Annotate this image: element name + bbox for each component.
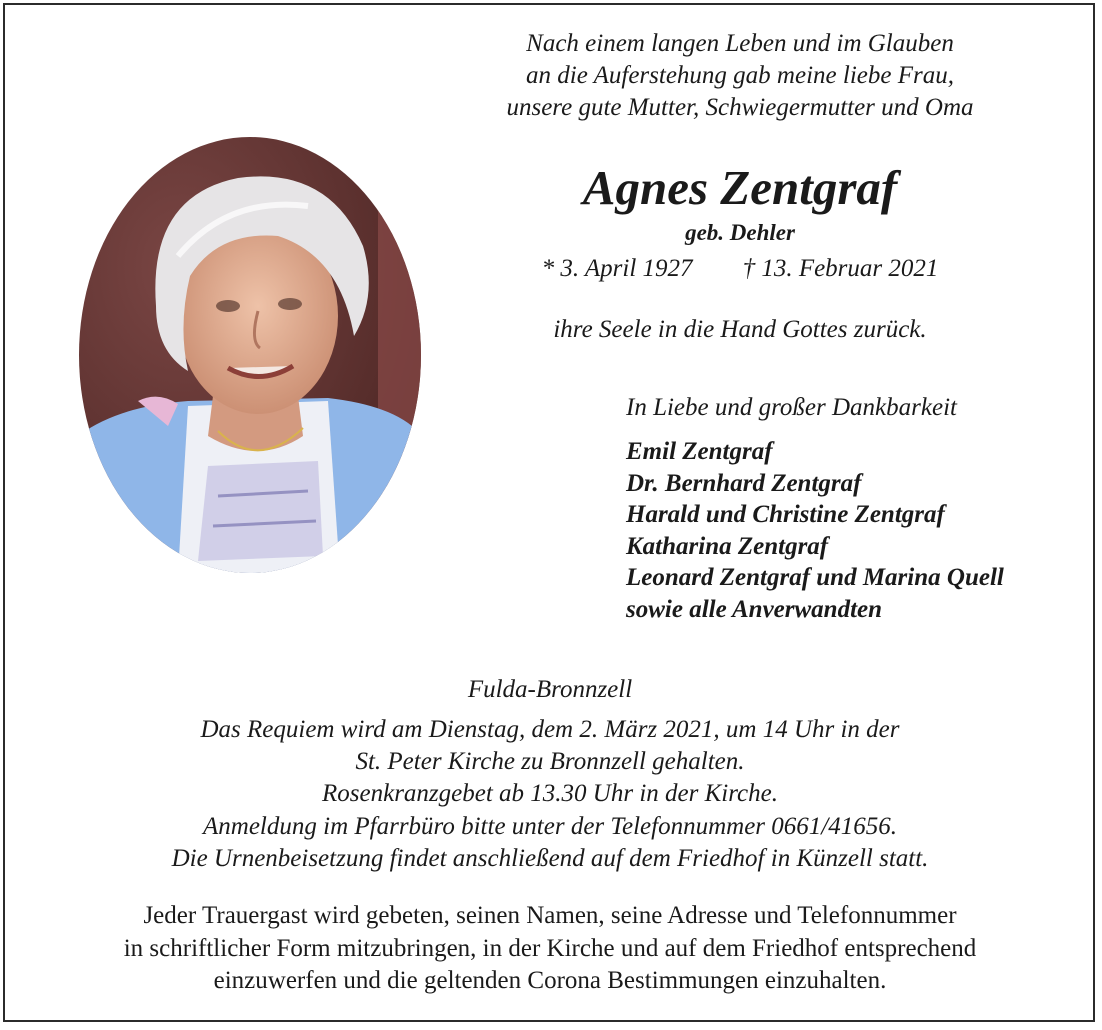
- notice-line: in schriftlicher Form mitzubringen, in der Kirche und auf dem Friedhof entsprechend: [123, 934, 977, 962]
- birth-date: * 3. April 1927: [541, 255, 693, 282]
- portrait-photo: [78, 136, 422, 574]
- soul-line: ihre Seele in die Hand Gottes zurück.: [553, 316, 927, 343]
- deceased-name: Agnes Zentgraf: [582, 160, 898, 215]
- service-line: Die Urnenbeisetzung findet anschließend auf dem Friedhof in Künzell statt.: [171, 844, 929, 872]
- service-line: St. Peter Kirche zu Bronnzell gehalten.: [355, 748, 745, 776]
- service-line: Das Requiem wird am Dienstag, dem 2. März 2021, um 14 Uhr in der: [200, 716, 900, 743]
- family-member: Emil Zentgraf: [626, 438, 773, 465]
- thanks-line: In Liebe und großer Dankbarkeit: [626, 394, 957, 421]
- photo-wall-edge: [378, 136, 422, 574]
- family-member: Leonard Zentgraf und Marina Quell: [626, 564, 1004, 591]
- death-date: † 13. Februar 2021: [742, 255, 939, 282]
- intro-text: [440, 28, 1040, 124]
- place-name: Fulda-Bronnzell: [467, 676, 633, 703]
- service-info: [50, 714, 1050, 875]
- family-member: Dr. Bernhard Zentgraf: [626, 469, 862, 497]
- service-line: Rosenkranzgebet ab 13.30 Uhr in der Kirche.: [322, 780, 778, 808]
- guest-notice: [40, 900, 1060, 998]
- life-dates: [440, 253, 1040, 285]
- intro-line: an die Auferstehung gab meine liebe Frau,: [526, 62, 954, 89]
- family-member: sowie alle Anverwandten: [626, 595, 883, 623]
- notice-line: einzuwerfen und die geltenden Corona Bestimmungen einzuhalten.: [213, 967, 887, 994]
- maiden-name: geb. Dehler: [685, 220, 795, 245]
- notice-line: Jeder Trauergast wird gebeten, seinen Namen, seine Adresse und Telefonnummer: [143, 902, 957, 929]
- family-list: [626, 436, 1004, 625]
- service-line: Anmeldung im Pfarrbüro bitte unter der Telefonnummer 0661/41656.: [203, 812, 897, 840]
- intro-line: unsere gute Mutter, Schwiegermutter und Oma: [506, 94, 974, 121]
- family-member: Katharina Zentgraf: [626, 532, 829, 560]
- family-member: Harald und Christine Zentgraf: [626, 501, 945, 528]
- intro-line: Nach einem langen Leben und im Glauben: [526, 30, 954, 57]
- photo-blouse-pattern: [198, 461, 323, 561]
